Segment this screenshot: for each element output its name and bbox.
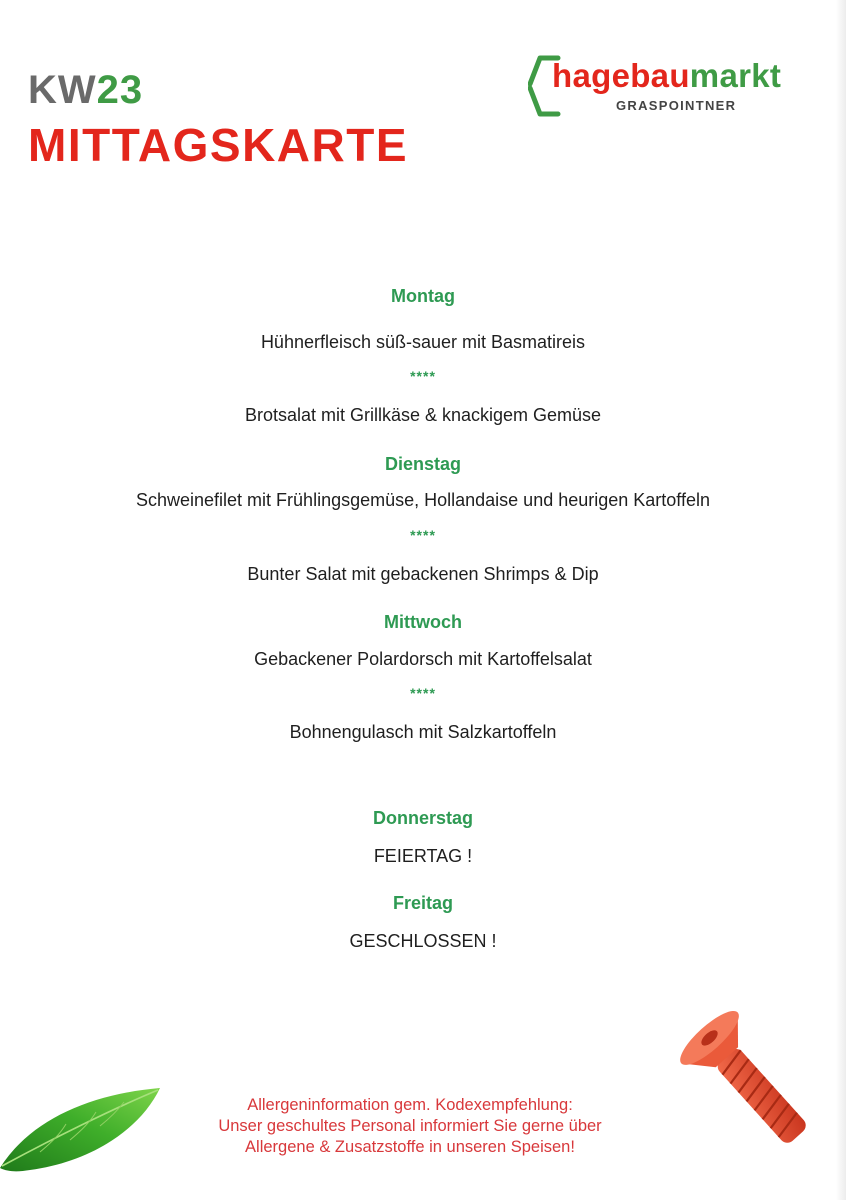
logo-brand-part2: markt [689,57,782,94]
dish-mittwoch-2: Bohnengulasch mit Salzkartoffeln [289,722,557,742]
header [28,66,408,172]
allergen-info [150,1095,670,1158]
red-screw-icon [676,1004,826,1164]
dish-montag-1: Hühnerfleisch süß-sauer mit Basmatireis [260,332,586,352]
day-heading-freitag: Freitag [392,893,453,913]
green-leaf-icon [0,1080,165,1180]
separator-mittwoch: **** [410,685,436,701]
page-title: MITTAGSKARTE [28,119,409,171]
day-heading-donnerstag: Donnerstag [372,808,473,828]
separator-dienstag: **** [410,527,436,543]
week-label [28,66,408,114]
logo-brand-part1: hagebau [552,57,690,94]
allergen-line-1: Allergeninformation gem. Kodexempfehlung: [247,1096,573,1114]
logo-subtitle: GRASPOINTNER [616,98,737,113]
day-heading-dienstag: Dienstag [384,454,462,474]
hagebaumarkt-logo [528,54,820,118]
dish-mittwoch-1: Gebackener Polardorsch mit Kartoffelsalat [254,649,592,669]
week-prefix: KW [28,68,97,112]
allergen-line-3: Allergene & Zusatzstoffe in unseren Speisen! [245,1138,575,1156]
day-heading-montag: Montag [391,286,455,306]
note-donnerstag: FEIERTAG ! [373,846,473,866]
note-freitag: GESCHLOSSEN ! [349,931,497,951]
page-edge-shadow [836,0,846,1200]
dish-dienstag-2: Bunter Salat mit gebackenen Shrimps & Dip [247,564,599,584]
week-number: 23 [96,68,144,112]
allergen-line-2: Unser geschultes Personal informiert Sie gerne über [218,1117,602,1135]
separator-montag: **** [410,368,436,384]
dish-montag-2: Brotsalat mit Grillkäse & knackigem Gemüse [244,405,602,425]
logo-brand-text [552,56,781,96]
dish-dienstag-1: Schweinefilet mit Frühlingsgemüse, Hollandaise und heurigen Kartoffeln [136,490,710,510]
day-heading-mittwoch: Mittwoch [384,612,462,632]
